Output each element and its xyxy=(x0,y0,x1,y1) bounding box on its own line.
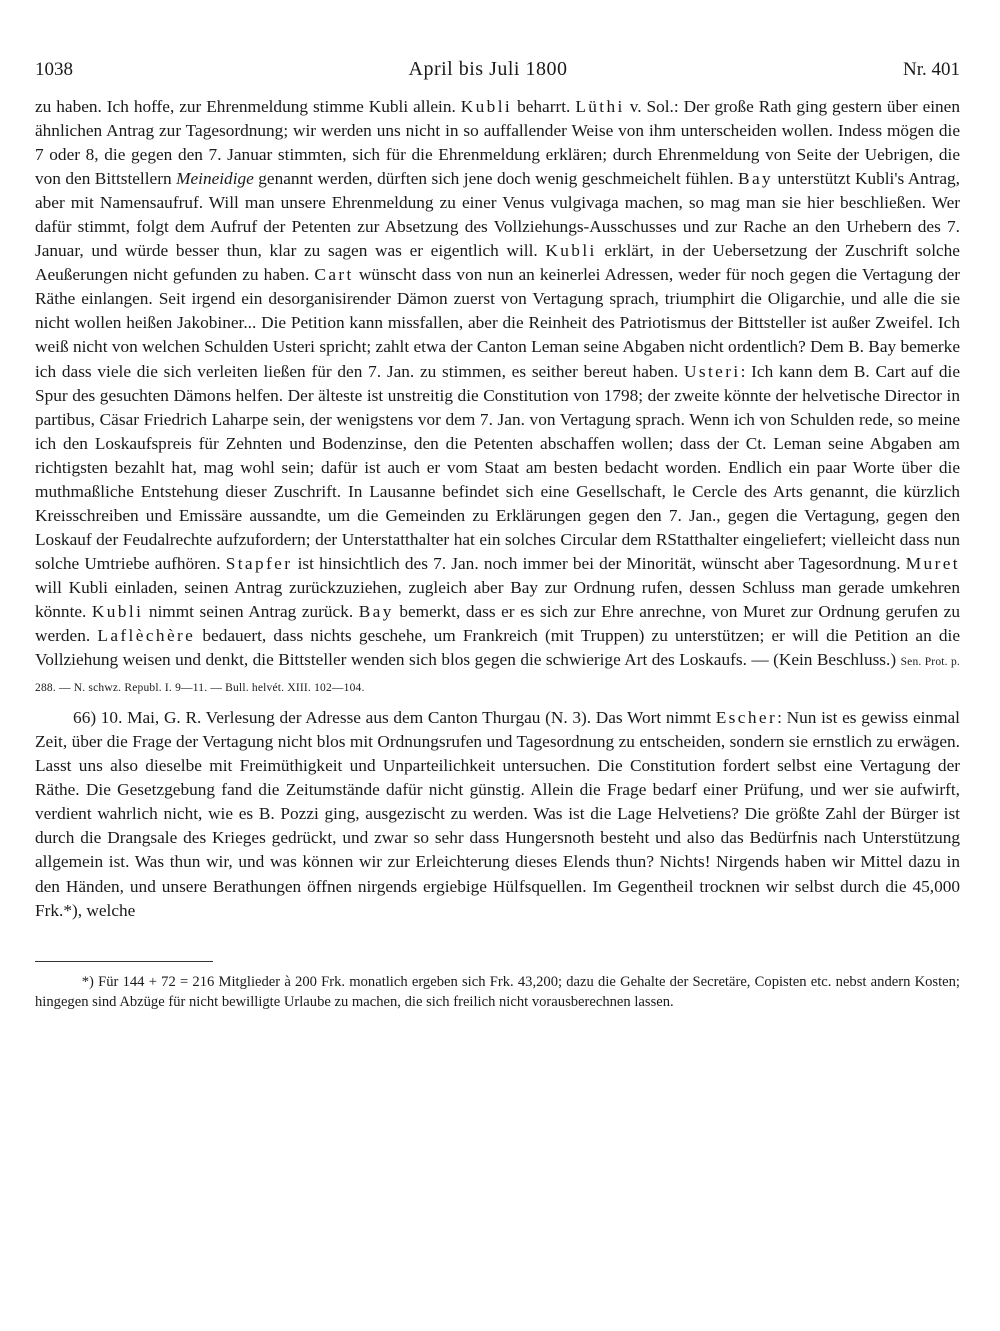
text-run: bemerkt, dass er es sich zur Ehre anrechne, von Muret zur Ordnung gerufen zu werden. xyxy=(35,601,960,646)
main-text xyxy=(35,95,960,923)
text-run: ist hinsichtlich des 7. Jan. noch immer bei der Minorität, wünscht aber Tagesordnung. xyxy=(292,553,906,573)
speaker-name: Laflèchère xyxy=(97,626,196,646)
text-run: v. Sol.: Der große Rath ging gestern über einen ähnlichen Antrag zur Tagesordnung; wir werden uns nicht in so auffallender Weise von ihm unterscheiden wollen. Indess mögen die 7 oder 8, die gegen den 7. Januar stimmten, sich für die Ehrenmeldung erklären; durch Ehrenmeldung von Seite der Uebrigen, die von den Bittstellern xyxy=(35,97,960,189)
running-title: April bis Juli 1800 xyxy=(408,58,568,80)
text-run: bedauert, dass nichts geschehe, um Frankreich (mit Truppen) zu unterstützen; er will die Petition an die Vollziehung weisen und denkt, die Bittsteller wenden sich blos gegen die schwierige Art des Loskaufs. — (Kein Beschluss.) xyxy=(35,626,961,670)
footnote-divider xyxy=(35,961,213,962)
text-run: erklärt, in der Uebersetzung der Zuschrift solche Aeußerungen nicht gefunden zu haben. xyxy=(35,241,960,285)
text-run: zu haben. Ich hoffe, zur Ehrenmeldung stimme Kubli allein. xyxy=(35,97,461,116)
text-run: wünscht dass von nun an keinerlei Adressen, weder für noch gegen die Vertagung der Räthe einlangen. Seit irgend ein desorganisirender Dämon zuerst von Vertagung sprach, triumphirt die Oligarchie, und alle die sie nicht wollen heißen Jakobiner... Die Petition kann missfallen, aber die Reinheit des Patriotismus der Bittsteller ist außer Zweifel. Ich weiß nicht von welchen Schulden Usteri spricht; zahlt etwa der Canton Leman seine Abgaben nicht ordentlich? Dem B. Bay bemerke ich dass viele die sich verleiten ließen für den 7. Jan. zu stimmen, es seither bereut haben. xyxy=(35,265,961,381)
speaker-name: Stapfer xyxy=(225,553,293,573)
document-number: Nr. 401 xyxy=(902,59,960,80)
page-number: 1038 xyxy=(35,59,73,80)
speaker-name: Muret xyxy=(905,553,960,573)
speaker-name: Usteri xyxy=(683,361,741,381)
speaker-name: Bay xyxy=(738,169,774,189)
speaker-name: Bay xyxy=(358,601,394,621)
page-header xyxy=(35,58,960,81)
italic-term: Meineidige xyxy=(176,169,254,189)
text-run: 66) 10. Mai, G. R. Verlesung der Adresse aus dem Canton Thurgau (N. 3). Das Wort nimmt xyxy=(73,708,716,728)
speaker-name: Escher xyxy=(715,708,778,728)
speaker-name: Kubli xyxy=(91,601,144,621)
text-run: will Kubli einladen, seinen Antrag zurückzuziehen, zugleich aber Bay zur Ordnung rufen, dessen Schluss man gerade umkehren könnte. xyxy=(35,577,960,621)
text-run: genannt werden, dürften sich jene doch wenig geschmeichelt fühlen. xyxy=(253,169,739,189)
speaker-name: Cart xyxy=(314,265,354,285)
speaker-name: Lüthi xyxy=(575,97,625,116)
text-run: : Ich kann dem B. Cart auf die Spur des gesuchten Dämons helfen. Der älteste ist unstreitig die Constitution von 1798; der zweite könnte der helvetische Director in partibus, Cäsar Friedrich Laharpe sein, der wenigstens vor dem 7. Jan. von Vertagung sprach. Wenn ich von Schulden rede, so meine ich den Loskaufspreis für Zehnten und Bodenzinse, den die Petenten abschaffen wollen; dass der Ct. Leman seine Abgaben am richtigsten bezahlt hat, mag wohl sein; dafür ist auch er vom Staat am besten bedacht worden. Endlich ein paar Worte über die muthmaßliche Entstehung dieser Zuschrift. In Lausanne befindet sich eine Gesellschaft, le Cercle des Arts genannt, die kürzlich Kreisschreiben und Emissäre aussandte, um die Gemeinden zu Erklärungen gegen den 7. Jan., gegen die Vertagung, gegen den Loskauf der Feudalrechte aufzufordern; der Unterstatthalter hat ein solches Circular dem RStatthalter eingeliefert; vielleicht dass nun solche Umtriebe aufhören. xyxy=(35,361,960,573)
text-run: nimmt seinen Antrag zurück. xyxy=(143,601,359,621)
footnote: *) Für 144 + 72 = 216 Mitglieder à 200 Frk. monatlich ergeben sich Frk. 43,200; dazu die Gehalte der Secretäre, Copisten etc. nebst andern Kosten; hingegen sind Abzüge für nicht bewilligte Urlaube zu machen, die sich freilich nicht vorausberechnen lassen. xyxy=(35,973,960,1010)
speaker-name: Kubli xyxy=(545,241,597,261)
source-citation: Sen. Prot. p. 288. — N. schwz. Republ. I. 9—11. — Bull. helvét. XIII. 102—104. xyxy=(35,656,960,695)
speaker-name: Kubli xyxy=(460,97,513,116)
text-run: beharrt. xyxy=(512,97,576,116)
text-run: : Nun ist es gewiss einmal Zeit, über die Frage der Vertagung nicht blos mit Ordnungsrufen und Tagesordnung zu entscheiden, sondern sie ernstlich zu erwägen. Lasst uns also dieselbe mit Freimüthigkeit und Unparteilichkeit untersuchen. Die Constitution fordert selbst eine Vertagung der Räthe. Die Gesetzgebung fand die Zeitumstände dafür nicht günstig. Allein die Frage bedarf einer Prüfung, und wer sie aufwirft, verdient wahrlich nicht, wie es B. Pozzi ging, ausgezischt zu werden. Was ist die Lage Helvetiens? Die größte Zahl der Bürger ist durch die Drangsale des Krieges gedrückt, und zwar so sehr dass Hungersnoth besteht und also das Bedürfnis nach Unterstützung allgemein ist. Was thun wir, und was können wir zur Erleichterung dieses Elends thun? Nichts! Nirgends haben wir Mittel dazu in den Händen, und unsere Berathungen öffnen nirgends ergiebige Hülfsquellen. Im Gegentheil trocknen wir selbst durch die 45,000 Frk.*), welche xyxy=(35,708,960,920)
paragraph-senate-debate xyxy=(35,95,960,700)
text-run: unterstützt Kubli's Antrag, aber mit Namensaufruf. Will man unsere Ehrenmeldung zu einer Venus vulgivaga machen, so mag man sie hier beschließen. Wer dafür stimmt, folgt dem Aufruf der Petenten zur Absetzung des Vollziehungs-Ausschusses und zur Rache an den Urhebern des 7. Januar, und würde besser thun, klar zu sagen was er eigentlich will. xyxy=(35,169,961,261)
paragraph-entry-66 xyxy=(35,706,960,922)
document-page xyxy=(35,58,960,1012)
